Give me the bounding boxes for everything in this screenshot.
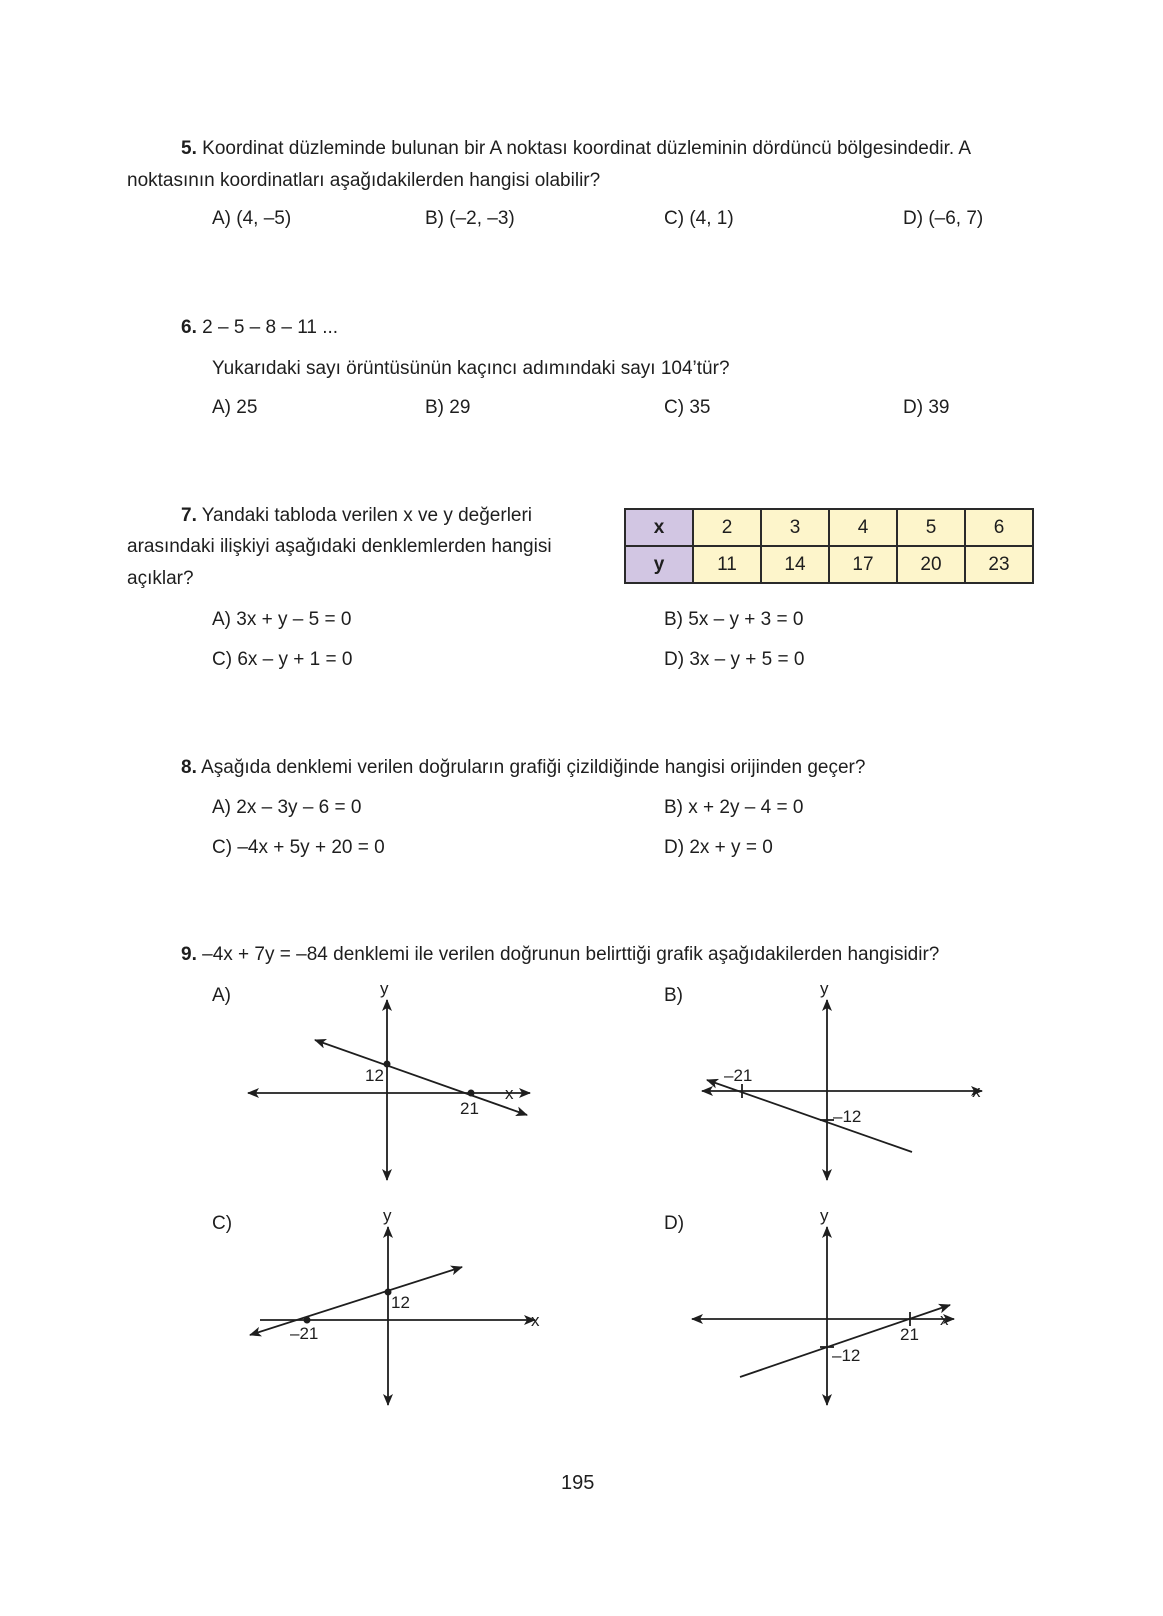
y-intercept-point <box>384 1061 391 1068</box>
option-b[interactable]: B) 29 <box>425 397 471 418</box>
y-axis-label: y <box>383 1206 392 1225</box>
graph-line <box>250 1267 462 1335</box>
option-c[interactable]: C) 35 <box>664 397 711 418</box>
option-a[interactable]: A) (4, –5) <box>212 208 292 229</box>
question-text-line2: arasındaki ilişkiyi aşağıdaki denklemlerden hangisi <box>127 536 552 557</box>
xy-value-table <box>624 508 1034 584</box>
option-a[interactable]: A) 3x + y – 5 = 0 <box>212 609 352 630</box>
x-axis-label: x <box>972 1082 981 1101</box>
table-row-x <box>625 509 1033 546</box>
option-c-label[interactable]: C) <box>212 1213 233 1234</box>
table-cell: 20 <box>897 546 965 583</box>
graph-option-b[interactable] <box>682 980 1002 1190</box>
table-cell: 17 <box>829 546 897 583</box>
x-intercept-label: –21 <box>290 1324 319 1343</box>
question-6 <box>181 317 338 340</box>
option-b-label[interactable]: B) <box>664 985 683 1006</box>
y-intercept-label: –12 <box>832 1346 861 1365</box>
x-intercept-point <box>304 1317 311 1324</box>
question-number: 7. <box>181 505 197 526</box>
option-a[interactable]: A) 25 <box>212 397 258 418</box>
option-d[interactable]: D) 3x – y + 5 = 0 <box>664 649 805 670</box>
question-text-line1: Koordinat düzleminde bulunan bir A noktası koordinat düzleminin dördüncü bölgesindedir. A <box>202 138 972 159</box>
option-d-label[interactable]: D) <box>664 1213 685 1234</box>
table-header-x: x <box>625 509 693 546</box>
question-number: 6. <box>181 317 197 338</box>
table-row-y <box>625 546 1033 583</box>
option-c[interactable]: C) (4, 1) <box>664 208 734 229</box>
question-text-line3: açıklar? <box>127 568 194 589</box>
x-intercept-label: 21 <box>900 1325 919 1344</box>
option-d[interactable]: D) 39 <box>903 397 950 418</box>
option-c[interactable]: C) 6x – y + 1 = 0 <box>212 649 353 670</box>
x-intercept-point <box>468 1090 475 1097</box>
table-cell: 5 <box>897 509 965 546</box>
y-intercept-label: 12 <box>391 1293 410 1312</box>
option-a-label[interactable]: A) <box>212 985 231 1006</box>
question-text-line2: noktasının koordinatları aşağıdakilerden hangisi olabilir? <box>127 170 601 191</box>
y-intercept-label: 12 <box>365 1066 384 1085</box>
y-axis-label: y <box>380 979 389 998</box>
question-number: 9. <box>181 944 197 965</box>
x-intercept-label: –21 <box>724 1066 753 1085</box>
option-b[interactable]: B) (–2, –3) <box>425 208 515 229</box>
option-c[interactable]: C) –4x + 5y + 20 = 0 <box>212 837 385 858</box>
graph-option-a[interactable] <box>230 980 550 1190</box>
table-cell: 4 <box>829 509 897 546</box>
y-intercept-label: –12 <box>833 1107 862 1126</box>
number-sequence: 2 – 5 – 8 – 11 ... <box>202 317 339 338</box>
table-cell: 23 <box>965 546 1033 583</box>
option-b[interactable]: B) 5x – y + 3 = 0 <box>664 609 804 630</box>
question-9 <box>181 944 939 967</box>
option-b[interactable]: B) x + 2y – 4 = 0 <box>664 797 804 818</box>
x-intercept-label: 21 <box>460 1099 479 1118</box>
question-number: 8. <box>181 757 197 778</box>
y-axis-label: y <box>820 1206 829 1225</box>
question-text: –4x + 7y = –84 denklemi ile verilen doğrunun belirttiği grafik aşağıdakilerden hangisidir? <box>202 944 940 965</box>
table-cell: 2 <box>693 509 761 546</box>
x-axis-label: x <box>531 1311 540 1330</box>
table-cell: 14 <box>761 546 829 583</box>
graph-option-c[interactable] <box>230 1205 550 1415</box>
y-axis-label: y <box>820 979 829 998</box>
option-d[interactable]: D) (–6, 7) <box>903 208 984 229</box>
x-axis-label: x <box>940 1310 949 1329</box>
page-number: 195 <box>561 1472 595 1494</box>
graph-option-d[interactable] <box>682 1205 1002 1415</box>
table-cell: 6 <box>965 509 1033 546</box>
question-5 <box>181 138 971 161</box>
question-7 <box>181 505 532 528</box>
table-cell: 11 <box>693 546 761 583</box>
question-number: 5. <box>181 138 197 159</box>
x-axis-label: x <box>505 1084 514 1103</box>
option-d[interactable]: D) 2x + y = 0 <box>664 837 773 858</box>
table-header-y: y <box>625 546 693 583</box>
table-cell: 3 <box>761 509 829 546</box>
question-text-line1: Yandaki tabloda verilen x ve y değerleri <box>201 505 533 526</box>
question-8 <box>181 757 865 780</box>
graph-line <box>315 1040 527 1115</box>
question-text: Aşağıda denklemi verilen doğruların grafiği çizildiğinde hangisi orijinden geçer? <box>201 757 866 778</box>
question-text: Yukarıdaki sayı örüntüsünün kaçıncı adımındaki sayı 104’tür? <box>212 358 730 379</box>
option-a[interactable]: A) 2x – 3y – 6 = 0 <box>212 797 362 818</box>
